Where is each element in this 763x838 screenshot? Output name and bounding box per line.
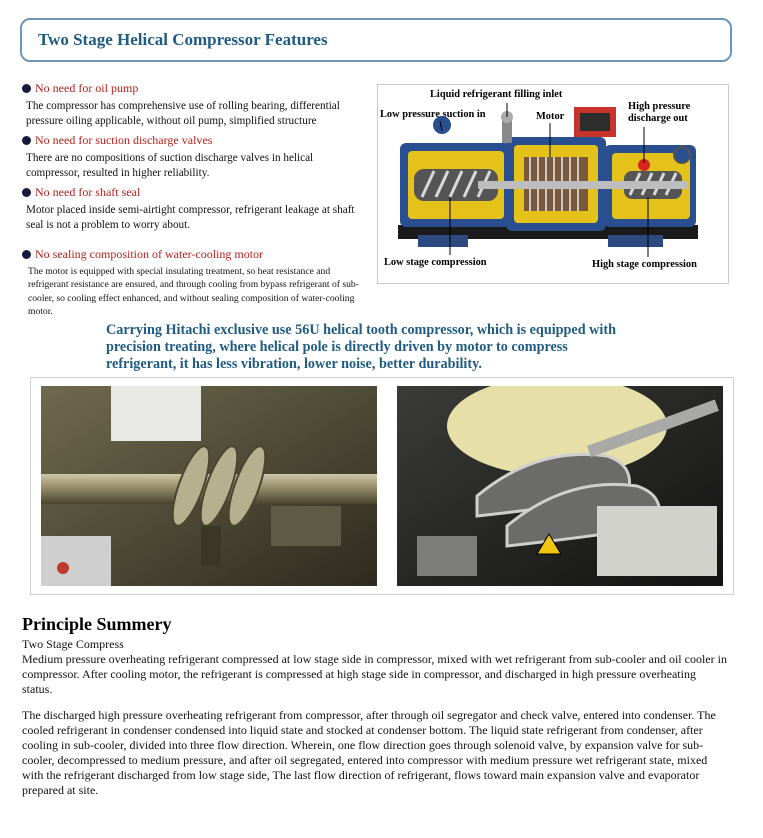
- principle-paragraph-2: The discharged high pressure overheating refrigerant from compressor, after through oil segregator and check valve, entered into condenser. The cooled refrigerant in condenser condensed into liquid state and stocked at condenser bottom. The liquid state refrigerant from condenser, after cooling in sub-cooler, divided into three flow direction. Wherein, one flow direction goes through solenoid valve, by expansion valve for sub-cooler, decompressed to medium pressure, and after oil segregated, entered into compressor with medium pressure wet refrigerant state, mixed with the refrigerant discharged from low stage side, The last flow direction of refrigerant, flows toward main expansion valve and evaporator prepared at site.: [22, 708, 716, 797]
- highlight-line: precision treating, where helical pole is directly driven by motor to compress: [106, 339, 568, 355]
- principle-subtitle: Two Stage Compress: [22, 637, 124, 651]
- principle-title: Principle Summery: [22, 614, 172, 634]
- label-liquid-inlet: Liquid refrigerant filling inlet: [430, 89, 563, 100]
- feature-item-oil-pump: [22, 80, 367, 129]
- highlight-line: refrigerant, it has less vibration, lower noise, better durability.: [106, 356, 482, 372]
- feature-body: There are no compositions of suction discharge valves in helical compressor, resulted in higher reliability.: [26, 152, 314, 179]
- rotor-photos: [30, 377, 734, 595]
- label-motor: Motor: [536, 111, 565, 122]
- bullet-icon: [22, 250, 31, 259]
- label-high-pressure-discharge: High pressure discharge out: [628, 101, 691, 124]
- highlight-line: Carrying Hitachi exclusive use 56U helical tooth compressor, which is equipped with: [106, 322, 616, 338]
- rotor-machining-photo-left: [41, 386, 377, 586]
- feature-item-water-cooling: [22, 246, 367, 319]
- highlight-statement: [106, 322, 686, 373]
- feature-body: Motor placed inside semi-airtight compressor, refrigerant leakage at shaft seal is not a problem to worry about.: [26, 204, 355, 231]
- feature-body: The compressor has comprehensive use of rolling bearing, differential pressure oiling applicable, without oil pump, simplified structure: [26, 100, 340, 127]
- bullet-icon: [22, 136, 31, 145]
- label-low-stage-compression: Low stage compression: [384, 257, 487, 268]
- page-title: Two Stage Helical Compressor Features: [38, 30, 328, 49]
- feature-item-shaft-seal: [22, 184, 367, 233]
- feature-heading: No need for suction discharge valves: [35, 132, 213, 147]
- label-high-stage-compression: High stage compression: [592, 259, 697, 270]
- page-title-box: [20, 18, 732, 62]
- feature-body: The motor is equipped with special insulating treatment, so heat resistance and refrigerant resistance are ensured, and through cooling from bypass refrigerant of sub-cooler, so cooling effect enhanced, and without sealing composition of water-cooling motor.: [28, 266, 359, 318]
- bullet-icon: [22, 84, 31, 93]
- bullet-icon: [22, 188, 31, 197]
- feature-heading: No need for shaft seal: [35, 184, 141, 199]
- rotor-closeup-photo-right: [397, 386, 723, 586]
- label-low-pressure-suction: Low pressure suction in: [380, 109, 486, 120]
- feature-item-valves: [22, 132, 367, 181]
- principle-paragraph-1: Medium pressure overheating refrigerant compressed at low stage side in compressor, mixed with wet refrigerant from sub-cooler and oil cooler in compressor. After cooling motor, the refrigerant is compressed at high stage side in compressor, and discharged in high pressure overheating status.: [22, 652, 727, 696]
- feature-heading: No sealing composition of water-cooling motor: [35, 246, 264, 261]
- compressor-diagram: [377, 84, 729, 284]
- feature-heading: No need for oil pump: [35, 80, 139, 95]
